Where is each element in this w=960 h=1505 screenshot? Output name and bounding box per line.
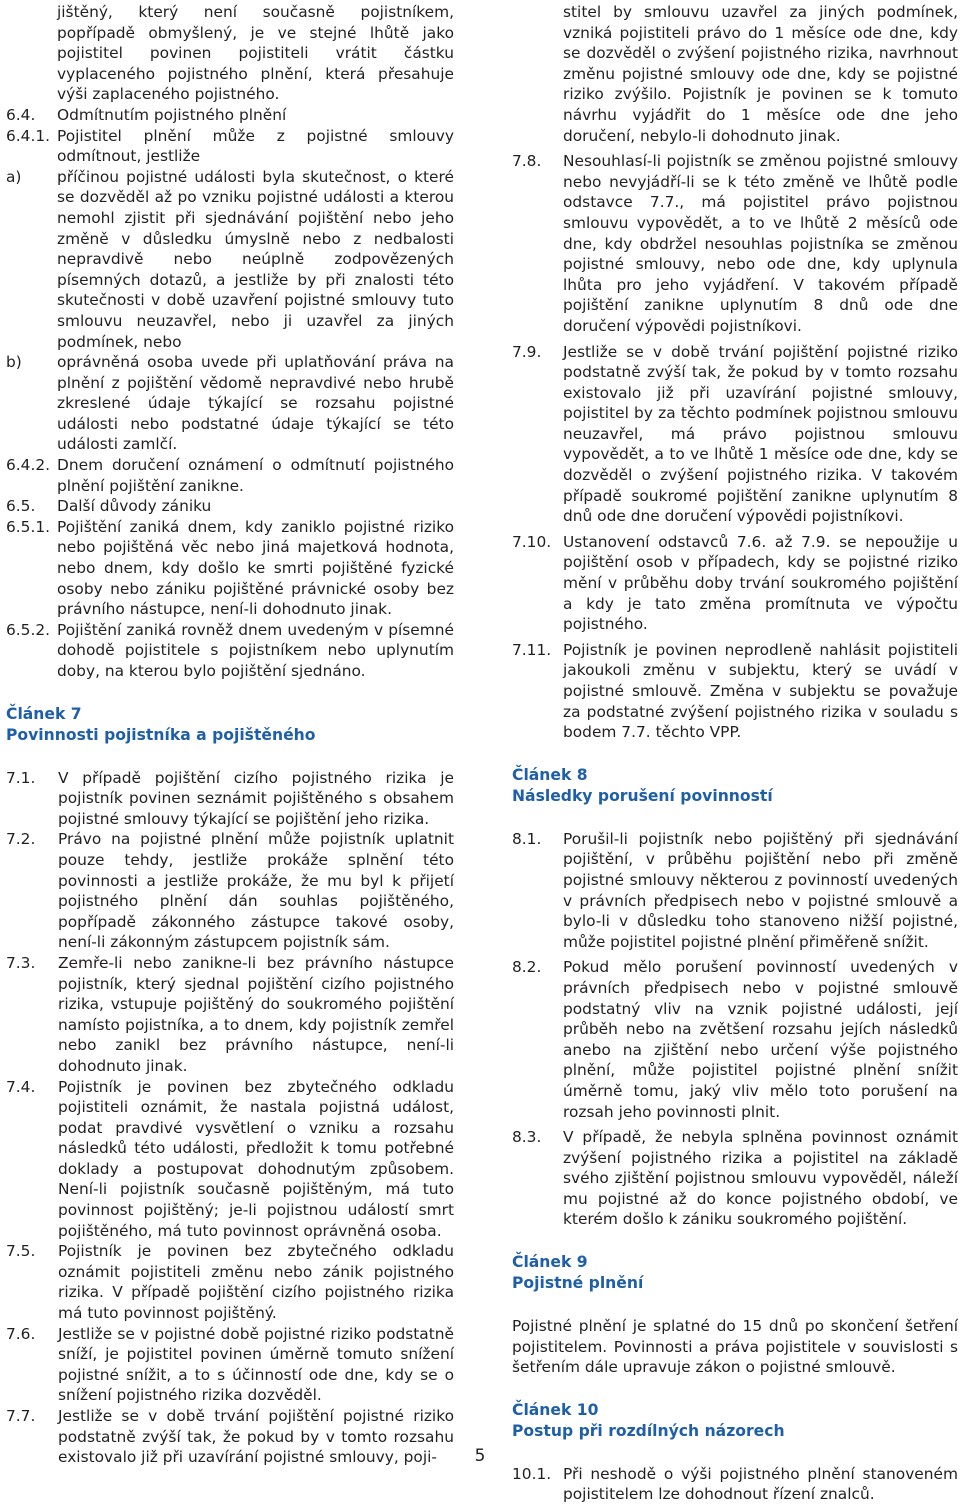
article-9-title: Článek 9 xyxy=(512,1253,588,1272)
section-text: Jestliže se v době trvání pojištění pojistné riziko podstatně zvýší tak, že pokud by v tomto rozsahu existovalo již při uzavírání pojistné smlouvy, poji- xyxy=(58,1407,454,1467)
section-number: 6.4.1. xyxy=(6,126,51,145)
section-7-4 xyxy=(6,1077,454,1242)
section-8-3 xyxy=(512,1127,958,1230)
section-7-3 xyxy=(6,953,454,1077)
section-number: 6.5.1. xyxy=(6,517,51,536)
section-text: Právo na pojistné plnění může pojistník uplatnit pouze tehdy, jestliže prokáže splnění této povinnosti a jestliže prokáže, že mu byl k přijetí pojistného plnění dán souhlas pojištěného, popřípadě zákonného zástupce takové osoby, není-li zákonným zástupcem pojistník sám. xyxy=(58,830,454,952)
section-text: Pojistník je povinen bez zbytečného odkladu pojistiteli oznámit, že nastala pojistná událost, podat pravdivé vysvětlení o vzniku a rozsahu následků této události, předložit k tomu potřebné doklady a postupovat dohodnutým způsobem. Není-li pojistník současně pojištěným, má tuto povinnost pojištěný; je-li pojistnou událostí smrt pojištěného, má tuto povinnost oprávněná osoba. xyxy=(58,1077,454,1240)
section-text: Jestliže se v pojistné době pojistné riziko podstatně sníží, je pojistitel povinen úměrně tomuto snížení pojistné snížit, a to s účinností ode dne, kdy se o snížení pojistného rizika dozvěděl. xyxy=(58,1324,454,1405)
article-10-title: Článek 10 xyxy=(512,1400,599,1419)
section-7-8 xyxy=(512,151,958,336)
section-text: Odmítnutím pojistného plnění xyxy=(57,105,287,124)
list-text: příčinou pojistné události byla skutečnost, o které se dozvěděl až po vzniku pojistné události a kterou nemohl zjistit při sjednávání pojištění nebo jeho změně v důsledku úmyslně nebo z nedbalosti nepravdivě nebo neúplně zodpovězených písemných dotazů, a jestliže by při znalosti této skutečnosti v době uzavření pojistné smlouvy tuto smlouvu neuzavřel, nebo ji uzavřel za jiných podmínek, nebo xyxy=(57,167,454,351)
section-6-5-2 xyxy=(6,620,454,682)
section-8-1 xyxy=(512,829,958,953)
section-text: V případě pojištění cizího pojistného rizika je pojistník povinen seznámit pojištěného s obsahem pojistné smlouvy týkající se pojištění jeho rizika. xyxy=(58,768,454,828)
left-column xyxy=(6,2,454,1468)
page-number: 5 xyxy=(474,1446,486,1466)
section-7-11 xyxy=(512,640,958,743)
section-number: 7.6. xyxy=(6,1324,36,1343)
section-number: 7.1. xyxy=(6,768,36,787)
section-6-4 xyxy=(6,105,454,126)
section-number: 8.3. xyxy=(512,1128,542,1147)
section-7-6 xyxy=(6,1324,454,1406)
list-text: oprávněná osoba uvede při uplatňování práva na plnění z pojištění vědomě nepravdivé nebo hrubě zkreslené údaje týkající se rozsahu pojistné události nebo podstatné údaje týkající se této události zamlčí. xyxy=(57,353,454,454)
section-text: Pojistník je povinen neprodleně nahlásit pojistiteli jakoukoli změnu v subjektu, který se uvádí v pojistné smlouvě. Změna v subjektu se považuje za podstatné zvýšení pojistného rizika v souladu s bodem 7.7. těchto VPP. xyxy=(563,640,958,742)
section-number: 8.1. xyxy=(512,829,542,848)
article-9-subtitle: Pojistné plnění xyxy=(512,1274,644,1293)
section-number: 7.7. xyxy=(6,1407,36,1425)
section-8-2 xyxy=(512,957,958,1122)
section-text: Porušil-li pojistník nebo pojištěný při sjednávání pojištění, v průběhu pojištění nebo při změně pojistné smlouvy některou z povinností uvedených v právních předpisech nebo v pojistné smlouvě a bylo-li v důsledku toho stanoveno nižší pojistné, může pojistitel pojistné plnění přiměřeně snížit. xyxy=(563,829,958,951)
section-text: Pokud mělo porušení povinností uvedených v právních předpisech nebo v pojistné smlouvě podstatný vliv na vznik pojistné události, její průběh nebo na zvětšení rozsahu jejích následků anebo na zjištění nebo určení výše pojistného plnění, může pojistitel pojistné plnění snížit úměrně tomu, jaký vliv mělo toto porušení na rozsah jeho povinnosti plnit. xyxy=(563,958,958,1121)
section-number: 7.10. xyxy=(512,532,552,551)
section-text: Jestliže se v době trvání pojištění pojistné riziko podstatně zvýší tak, že pokud by v tomto rozsahu existovalo již při uzavírání pojistné smlouvy, pojistitel by za těchto podmínek pojistnou smlouvu neuzavřel, má právo pojistnou smlouvu vypovědět, a to ve lhůtě 1 měsíce ode dne, kdy se dozvěděl o zvýšení pojistného rizika. V takovém případě soukromé pojištění zanikne uplynutím 8 dnů ode dne doručení výpovědi pojistníkovi. xyxy=(563,342,958,526)
continued-paragraph-7-7: stitel by smlouvu uzavřel za jiných podmínek, vzniká pojistiteli právo do 1 měsíce ode dne, kdy se dozvěděl o zvýšení pojistného rizika, navrhnout změnu pojistné smlouvy ode dne, kdy se pojistné riziko zvýšilo. Pojistník je povinen se k tomuto návrhu vyjádřit do 1 měsíce ode dne jeho doručení, nebylo-li dohodnuto jinak. xyxy=(563,3,958,145)
section-7-5 xyxy=(6,1241,454,1323)
section-number: 6.5.2. xyxy=(6,620,51,639)
section-6-4-1 xyxy=(6,126,454,167)
article-10-subtitle: Postup při rozdílných názorech xyxy=(512,1421,785,1440)
section-7-2 xyxy=(6,829,454,953)
section-text: Pojistitel plnění může z pojistné smlouvy odmítnout, jestliže xyxy=(57,126,454,166)
list-marker: a) xyxy=(6,167,22,186)
section-number: 7.4. xyxy=(6,1077,36,1096)
section-text: Nesouhlasí-li pojistník se změnou pojistné smlouvy nebo nevyjádří-li se k této změně ve lhůtě podle odstavce 7.7., má pojistitel právo pojistnou smlouvu vypovědět, a to ve lhůtě 2 měsíců ode dne, kdy obdržel nesouhlas pojistníka se změnou pojistné smlouvy, nebo ode dne, kdy uplynula lhůta pro jeho vyjádření. V takovém případě pojištění zanikne uplynutím 8 dnů ode dne doručení výpovědi pojistníkovi. xyxy=(563,152,958,335)
section-text: Pojištění zaniká dnem, kdy zaniklo pojistné riziko nebo pojištěná věc nebo jiná majetková hodnota, nebo dnem, kdy došlo ke smrti pojištěné fyzické osoby nebo zániku pojištěné právnické osoby bez právního nástupce, není-li dohodnuto jinak. xyxy=(57,517,454,619)
section-number: 7.5. xyxy=(6,1242,36,1261)
section-number: 6.5. xyxy=(6,497,36,516)
section-number: 8.2. xyxy=(512,958,542,977)
section-6-4-2 xyxy=(6,455,454,496)
section-10-1 xyxy=(512,1464,958,1505)
article-7-title: Článek 7 xyxy=(6,704,82,723)
section-6-4-1-b xyxy=(6,352,454,455)
section-text: Při neshodě o výši pojistného plnění stanoveném pojistitelem lze dohodnout řízení znalců. xyxy=(563,1464,958,1504)
section-number: 7.2. xyxy=(6,830,36,849)
section-text: Pojistník je povinen bez zbytečného odkladu oznámit pojistiteli změnu nebo zánik pojistného rizika. V případě pojištění cizího pojistného rizika má tuto povinnost pojištěný. xyxy=(58,1242,454,1323)
section-text: Zemře-li nebo zanikne-li bez právního nástupce pojistník, který sjednal pojištění cizího pojistného rizika, vstupuje pojištěný do soukromého pojištění namísto pojistníka, a to dnem, kdy pojistník zemřel nebo zanikl bez právního nástupce, není-li dohodnuto jinak. xyxy=(58,953,454,1075)
section-text: Pojištění zaniká rovněž dnem uvedeným v písemné dohodě pojistitele s pojistníkem nebo uplynutím doby, na kterou bylo pojištění sjednáno. xyxy=(57,620,454,680)
section-7-1 xyxy=(6,768,454,830)
section-number: 7.11. xyxy=(512,640,552,659)
continued-paragraph-6-3: jištěný, který není současně pojistníkem, popřípadě obmyšlený, je ve stejné lhůtě jako pojistitel povinen pojistiteli vrátit částku vyplaceného pojistného plnění, která přesahuje výši zaplaceného pojistného. xyxy=(57,3,454,104)
article-9-paragraph: Pojistné plnění je splatné do 15 dnů po skončení šetření pojistitelem. Povinnosti a práva pojistitele v souvislosti s šetřením dále upravuje zákon o pojistné smlouvě. xyxy=(512,1317,958,1377)
article-8-subtitle: Následky porušení povinností xyxy=(512,786,773,805)
section-text: Další důvody zániku xyxy=(57,497,212,516)
section-text: Dnem doručení oznámení o odmítnutí pojistného plnění pojištění zanikne. xyxy=(57,456,454,495)
section-6-5-1 xyxy=(6,517,454,620)
section-number: 7.3. xyxy=(6,953,36,972)
section-number: 10.1. xyxy=(512,1464,552,1483)
section-text: Ustanovení odstavců 7.6. až 7.9. se nepoužije u pojištění osob v případech, kdy se pojistné riziko mění v průběhu doby trvání soukromého pojištění a kdy je tato změna promítnuta ve výpočtu pojistného. xyxy=(563,532,958,634)
section-text: V případě, že nebyla splněna povinnost oznámit zvýšení pojistného rizika a pojistitel na základě svého zjištění pojistnou smlouvu vypověděl, náleží mu pojistné až do konce pojistného období, ve kterém došlo k zániku soukromého pojištění. xyxy=(563,1128,958,1229)
list-marker: b) xyxy=(6,353,22,372)
section-number: 6.4. xyxy=(6,105,36,124)
section-6-4-1-a xyxy=(6,167,454,352)
article-8-title: Článek 8 xyxy=(512,765,588,784)
section-number: 6.4.2. xyxy=(6,456,51,475)
section-7-10 xyxy=(512,532,958,635)
section-7-9 xyxy=(512,342,958,527)
article-7-subtitle: Povinnosti pojistníka a pojištěného xyxy=(6,725,316,744)
section-6-5 xyxy=(6,496,454,517)
right-column xyxy=(512,2,958,1505)
section-number: 7.9. xyxy=(512,342,542,361)
section-number: 7.8. xyxy=(512,152,542,171)
